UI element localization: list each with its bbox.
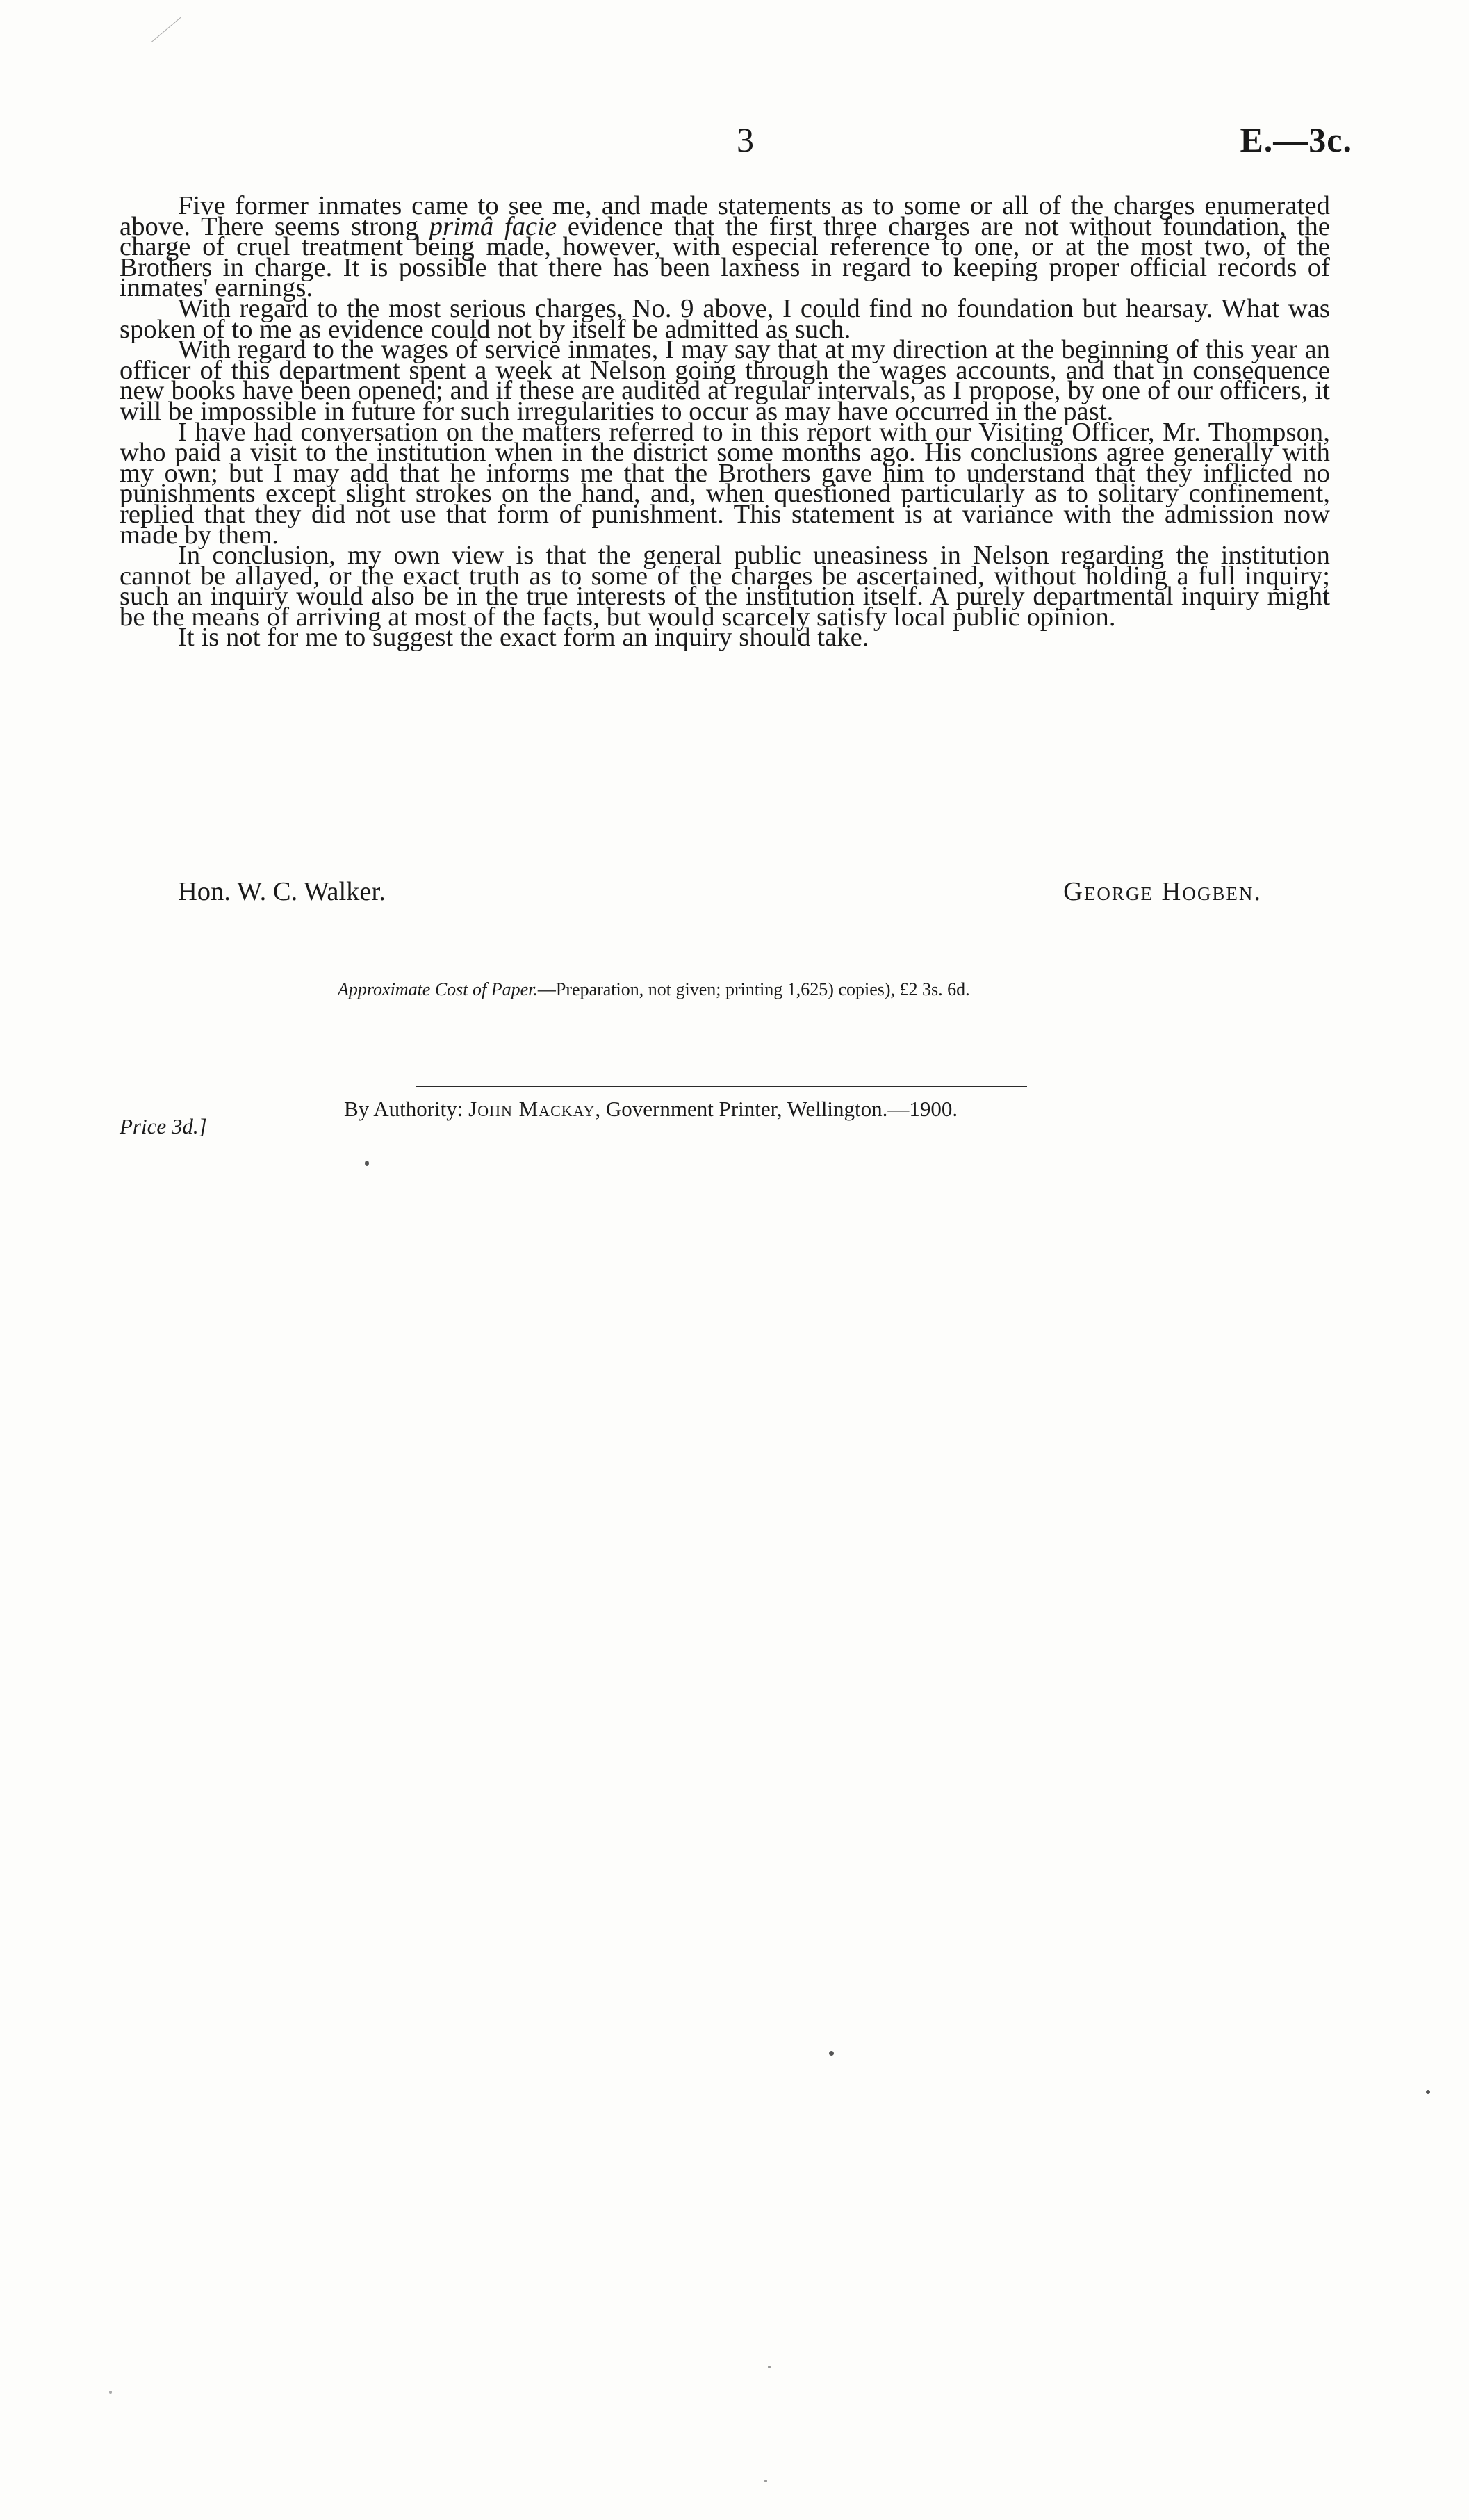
printer-name: John Mackay <box>468 1097 596 1121</box>
paragraph-conclusion: In conclusion, my own view is that the general public uneasiness in Nelson regarding the institution cannot be allayed, or the exact truth as to some of the charges be ascertained, without holding a full inquiry; such an inquiry would also be in the true interests of the institution itself. A purely departmental inquiry might be the means of arriving at most of the facts, but would scarcely satisfy local public opinion. <box>120 541 1330 632</box>
ink-speck <box>764 2480 767 2482</box>
price-line: Price 3d.] <box>120 1114 207 1138</box>
document-code: E.—3c. <box>1240 120 1352 159</box>
ink-speck <box>829 2051 834 2056</box>
paragraph-inquiry-form: It is not for me to suggest the exact form an inquiry should take. <box>178 623 869 653</box>
author-signature: George Hogben. <box>1063 877 1262 906</box>
cost-of-paper-line <box>338 981 970 999</box>
horizontal-rule <box>416 1086 1027 1087</box>
cost-label: Approximate Cost of Paper. <box>338 979 538 999</box>
ink-speck <box>365 1161 369 1166</box>
paragraph-text: Five former inmates came to see me, and made statements as to some or all of the charges enumerated above. There seems strong <box>120 191 1330 241</box>
ink-speck <box>109 2391 112 2394</box>
scan-artifact-mark <box>151 17 182 42</box>
italic-phrase: primâ facie <box>429 211 557 241</box>
authority-line <box>344 1098 958 1120</box>
ink-speck <box>768 2366 771 2368</box>
recipient-name: Hon. W. C. Walker. <box>178 877 386 906</box>
authority-suffix: , Government Printer, Wellington.—1900. <box>595 1097 958 1121</box>
page-number: 3 <box>737 120 754 159</box>
authority-prefix: By Authority: <box>344 1097 469 1121</box>
paragraph-wages: With regard to the wages of service inmates, I may say that at my direction at the beginning of this year an officer of this department spent a week at Nelson going through the wages accounts, and that in consequence new books have been opened; and if these are audited at regular intervals, as I propose, by one of our officers, it will be impossible in future for such irregularities to occur as may have occurred in the past. <box>120 335 1330 426</box>
paragraph-serious-charges: With regard to the most serious charges, No. 9 above, I could find no foundation but hearsay. What was spoken of to me as evidence could not by itself be admitted as such. <box>120 293 1330 344</box>
ink-speck <box>1426 2090 1430 2094</box>
paragraph-former-inmates <box>120 191 1330 303</box>
paragraph-text: evidence that the first three charges are not without foundation, the charge of cruel treatment being made, however, with especial reference to one, or at the most two, of the Brothers in charge. It is possible that there has been laxness in regard to keeping proper official records of inmates' earnings. <box>120 211 1330 303</box>
cost-text: —Preparation, not given; printing 1,625) copies), £2 3s. 6d. <box>537 979 970 999</box>
report-body <box>120 191 1330 653</box>
paragraph-visiting-officer: I have had conversation on the matters referred to in this report with our Visiting Officer, Mr. Thompson, who paid a visit to the institution when in the district some months ago. His conclusions agree generally with my own; but I may add that he informs me that the Brothers gave him to understand that they inflicted no punishments except slight strokes on the hand, and, when questioned particularly as to solitary confinement, replied that they did not use that form of punishment. This statement is at variance with the admission now made by them. <box>120 417 1330 550</box>
